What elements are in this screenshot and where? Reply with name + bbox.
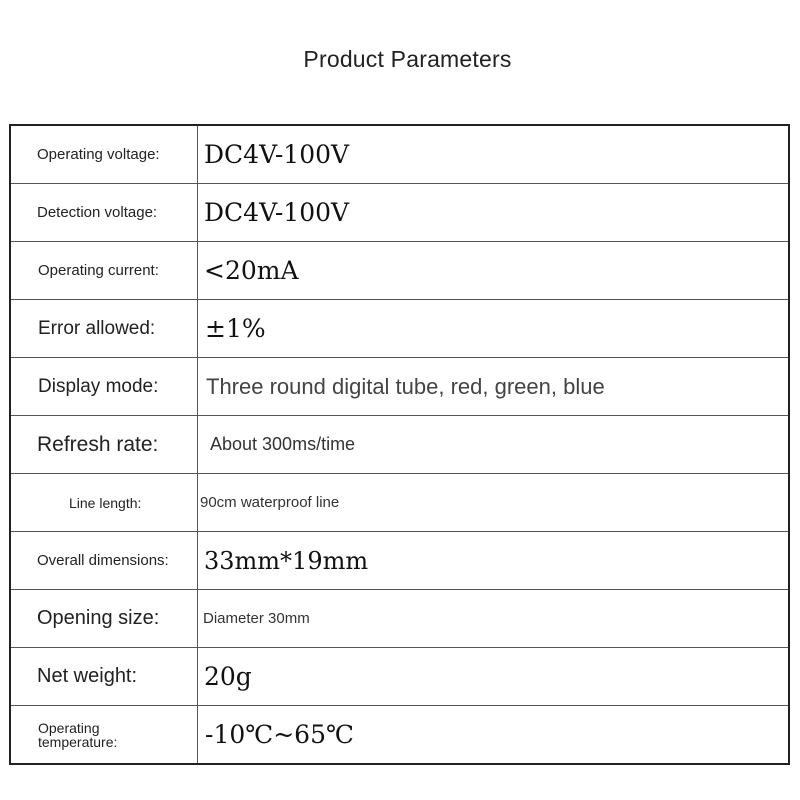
row-label: Error allowed: [11,300,198,357]
row-value: 90cm waterproof line [200,494,340,511]
row-label: Operating current: [11,242,198,299]
table-row [11,648,788,706]
row-label [11,706,198,763]
parameters-table [9,124,790,765]
row-label: Display mode: [11,358,198,415]
table-row [11,184,788,242]
table-row [11,126,788,184]
row-value: DC4V-100V [204,140,350,169]
row-label: Net weight: [11,648,198,705]
table-row [11,532,788,590]
table-row [11,416,788,474]
row-value: About 300ms/time [210,434,356,454]
row-value: Diameter 30mm [203,610,310,627]
row-value: DC4V-100V [204,198,350,227]
row-label-line2: temperature: [38,733,118,750]
row-label: Refresh rate: [11,416,198,473]
row-label: Opening size: [11,590,198,647]
table-row [11,474,788,532]
row-label: Line length: [11,474,198,531]
table-row [11,300,788,358]
table-row [11,358,788,416]
page-title: Product Parameters [303,46,512,72]
row-value: 33mm*19mm [204,546,369,575]
row-value: ±1% [205,314,266,343]
row-label: Operating voltage: [11,126,198,183]
table-row [11,242,788,300]
row-label-line1: Operating [38,719,100,736]
row-value: <20mA [204,256,299,285]
table-row [11,590,788,648]
table-row [11,706,788,763]
row-label: Overall dimensions: [11,532,198,589]
row-value: Three round digital tube, red, green, blue [206,373,605,399]
row-label: Detection voltage: [11,184,198,241]
row-value: -10℃~65℃ [205,720,354,749]
row-value: 20g [204,662,252,691]
